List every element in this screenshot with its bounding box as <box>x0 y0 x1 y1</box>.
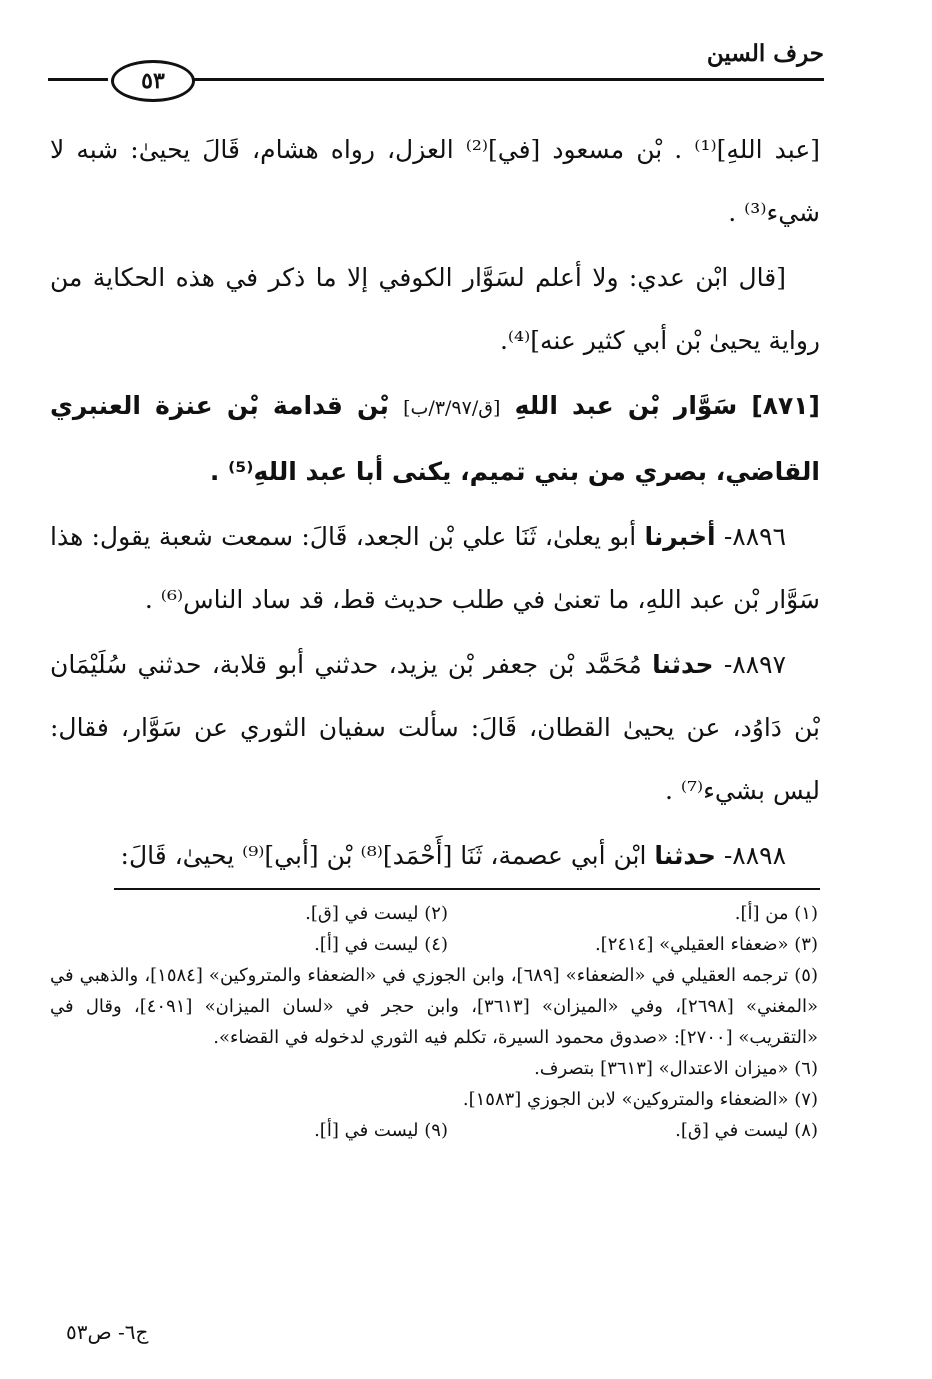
header-rule-left <box>48 78 108 81</box>
hadith-8896 <box>50 505 820 631</box>
footnote-3: (٣) «ضعفاء العقيلي» [٢٤١٤]. <box>594 934 818 955</box>
paragraph-1: [عبد اللهِ]⁽¹⁾ . بْن مسعود [في]⁽²⁾ العزل، رواه هشام، قَالَ يحيىٰ: شبه لا شيء⁽³⁾ . <box>50 135 821 227</box>
footnote-6: (٦) «ميزان الاعتدال» [٣٦١٣] بتصرف. <box>534 1058 818 1079</box>
biography-name: [٨٧١] سَوَّار بْن عبد اللهِ <box>514 391 820 420</box>
footnote-row <box>50 898 818 929</box>
hadith-text: مُحَمَّد بْن جعفر بْن يزيد، حدثني أبو قلابة، حدثني سُلَيْمَان بْن دَاوُد، عن يحيىٰ القطان، قَالَ: سألت سفيان الثوري عن سَوَّار، فقال: ليس بشيء⁽⁷⁾ . <box>50 650 820 805</box>
transmission-keyword: حدثنا <box>654 841 716 870</box>
footnote-row <box>50 929 818 960</box>
footnotes <box>50 898 818 1146</box>
footnote-8: (٨) ليست في [ق]. <box>675 1120 818 1141</box>
hadith-text: أبو يعلىٰ، ثَنَا علي بْن الجعد، قَالَ: سمعت شعبة يقول: هذا سَوَّار بْن عبد اللهِ، ما تعنىٰ في طلب حديث قط، قد ساد الناس⁽⁶⁾ . <box>50 522 820 614</box>
footnote-separator <box>114 888 820 890</box>
hadith-8897 <box>50 633 820 822</box>
hadith-8898 <box>50 824 820 887</box>
footnote-4: (٤) ليست في [أ]. <box>314 934 448 955</box>
header-rule <box>194 78 824 81</box>
footnote-2: (٢) ليست في [ق]. <box>305 903 448 924</box>
hadith-text: ابْن أبي عصمة، ثَنَا [أَحْمَد]⁽⁸⁾ بْن [أبي]⁽⁹⁾ يحيىٰ، قَالَ: <box>120 841 647 870</box>
volume-page-signature: ج٦- ص٥٣ <box>66 1320 149 1344</box>
chapter-title: حرف السين <box>706 40 824 67</box>
footnote-row <box>50 1115 818 1146</box>
page-header <box>48 30 824 100</box>
page-number-badge: ٥٣ <box>111 60 195 102</box>
paragraph-2: [قال ابْن عدي: ولا أعلم لسَوَّار الكوفي إلا ما ذكر في هذه الحكاية من رواية يحيىٰ بْن أبي كثير عنه]⁽⁴⁾. <box>50 263 820 355</box>
transmission-keyword: حدثنا <box>652 650 714 679</box>
transmission-keyword: أخبرنا <box>644 522 716 551</box>
biography-heading <box>50 374 820 503</box>
footnote-1: (١) من [أ]. <box>734 903 818 924</box>
footnote-9: (٩) ليست في [أ]. <box>314 1120 448 1141</box>
footnote-7: (٧) «الضعفاء والمتروكين» لابن الجوزي [١٥٨٣]. <box>462 1089 818 1110</box>
main-text <box>50 118 820 889</box>
hadith-number: ٨٨٩٦- <box>723 522 786 551</box>
hadith-number: ٨٨٩٨- <box>723 841 786 870</box>
biography-lineage: بْن قدامة بْن عنزة العنبري القاضي، بصري من بني تميم، يكنى أبا عبد اللهِ⁽⁵⁾ . <box>50 391 820 486</box>
hadith-number: ٨٨٩٧- <box>723 650 787 679</box>
footnote-5: (٥) ترجمه العقيلي في «الضعفاء» [٦٨٩]، وابن الجوزي في «الضعفاء والمتروكين» [١٥٨٤]، والذهبي في «المغني» [٢٦٩٨]، وفي «الميزان» [٣٦١٣]، وابن حجر في «لسان الميزان» [٤٠٩١]، وقال في «التقريب» [٢٧٠٠]: «صدوق محمود السيرة، تكلم فيه الثوري لدخوله في القضاء». <box>50 965 818 1048</box>
manuscript-reference: [ق/٣/٩٧/ب] <box>403 397 501 419</box>
